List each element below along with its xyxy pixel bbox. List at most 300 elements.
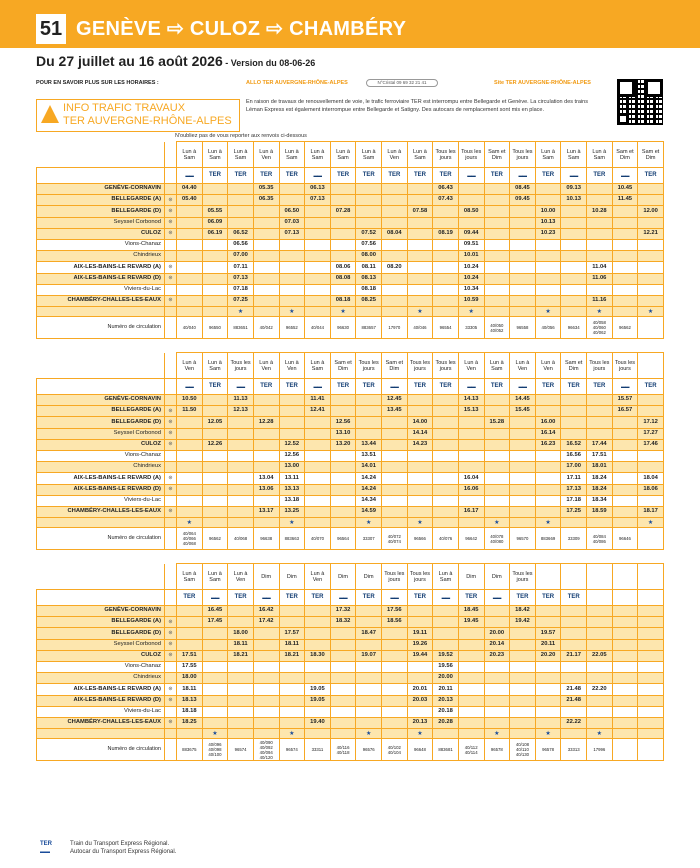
departure-time: 20.03 [407,695,433,706]
departure-time: 19.26 [407,639,433,650]
circulation-label: Numéro de circulation [37,317,165,339]
departure-time: 21.48 [561,695,587,706]
star-cell [510,729,536,739]
departure-time: 07.25 [228,295,254,306]
departure-time: 12.52 [279,439,305,450]
phone-number[interactable]: N°Cristal 09 69 32 21 41 [366,79,438,87]
departure-time [177,506,203,517]
train-number: 40/064 40/066 40/068 [177,528,203,550]
departure-time: 18.24 [587,484,613,495]
info-title-line1: INFO TRAFIC TRAVAUX [63,102,186,114]
departure-time [433,206,459,217]
departure-time [458,650,484,661]
accessibility-icon: ⊛ [165,439,177,450]
departure-time [510,239,536,250]
station-icon-cell [165,495,177,506]
train-number: 96576 [356,739,382,761]
departure-time: 07.13 [228,273,254,284]
train-number: 96570 [510,528,536,550]
train-type-label: TER [458,590,484,606]
station-icon-cell [165,606,177,617]
departure-time [305,295,331,306]
days-of-operation: Lun à Sam [587,142,613,168]
departure-time [510,695,536,706]
departure-time: 13.06 [253,484,279,495]
bus-icon: ▬▬ [382,379,408,395]
train-number: 96550 [202,317,228,339]
departure-time [407,228,433,239]
departure-time [253,206,279,217]
departure-time: 08.50 [458,206,484,217]
departure-time: 14.59 [356,506,382,517]
station-name: CHAMBÉRY-CHALLES-LES-EAUX [37,506,165,517]
days-of-operation: Lun à Sam [484,353,510,379]
departure-time [356,606,382,617]
departure-time [382,239,408,250]
departure-time [228,206,254,217]
departure-time: 16.57 [612,406,638,417]
departure-time [638,262,664,273]
departure-time [612,661,638,672]
departure-time [484,695,510,706]
departure-time [279,395,305,406]
station-name: AIX-LES-BAINS-LE REVARD (D) [37,273,165,284]
departure-time [177,217,203,228]
departure-time: 18.32 [330,617,356,628]
departure-time [561,639,587,650]
departure-time: 18.30 [305,650,331,661]
train-number: 96630 [330,317,356,339]
train-number: 33313 [561,739,587,761]
departure-time [202,251,228,262]
departure-time [587,639,613,650]
bus-icon: ▬▬ [202,590,228,606]
star-cell [253,518,279,528]
bus-icon: ▬▬ [305,168,331,184]
departure-time: 17.57 [279,628,305,639]
departure-time [484,184,510,195]
departure-time: 19.11 [407,628,433,639]
accessibility-icon: ⊛ [165,639,177,650]
departure-time [407,661,433,672]
accessibility-icon: ⊛ [165,428,177,439]
departure-time [484,684,510,695]
train-type-label: TER [407,168,433,184]
train-type-label [612,590,638,606]
departure-time: 17.55 [177,661,203,672]
departure-time [484,406,510,417]
star-cell [458,729,484,739]
departure-time: 21.17 [561,650,587,661]
departure-time [202,428,228,439]
days-of-operation: Sam et Dim [382,353,408,379]
train-number: 33307 [356,528,382,550]
departure-time [202,473,228,484]
departure-time [202,495,228,506]
departure-time [407,506,433,517]
departure-time: 07.03 [279,217,305,228]
departure-time [382,684,408,695]
departure-time [228,661,254,672]
departure-time [279,617,305,628]
timetable-2 [36,352,664,550]
station-name: BELLEGARDE (A) [37,195,165,206]
star-icon: ★ [535,518,561,528]
departure-time [228,439,254,450]
departure-time: 12.05 [202,417,228,428]
departure-time [612,295,638,306]
days-of-operation: Lun à Ven [305,564,331,590]
departure-time [330,706,356,717]
station-name: GENÈVE-CORNAVIN [37,395,165,406]
departure-time [228,184,254,195]
accessibility-icon: ⊛ [165,650,177,661]
departure-time: 17.00 [561,462,587,473]
departure-time [433,606,459,617]
departure-time [561,262,587,273]
departure-time [587,406,613,417]
departure-time: 18.13 [177,695,203,706]
star-cell [253,729,279,739]
station-row [37,650,664,661]
departure-time: 07.18 [228,284,254,295]
day-row [37,142,664,168]
station-icon-cell [165,184,177,195]
departure-time [407,262,433,273]
departure-time [510,228,536,239]
departure-time [228,606,254,617]
departure-time [356,417,382,428]
train-type-label: TER [177,590,203,606]
star-cell [177,307,203,317]
station-icon-cell [165,251,177,262]
departure-time [638,684,664,695]
departure-time [433,639,459,650]
departure-time [356,717,382,728]
departure-time [177,251,203,262]
train-number: 40/112 40/114 [458,739,484,761]
train-number: 96554 [433,317,459,339]
star-cell [305,518,331,528]
departure-time [535,184,561,195]
route-title: GENÈVE ⇨ CULOZ ⇨ CHAMBÉRY [76,18,407,40]
star-icon: ★ [484,729,510,739]
departure-time [330,284,356,295]
days-of-operation: Tous les jours [228,353,254,379]
departure-time: 17.56 [382,606,408,617]
departure-time: 07.13 [305,195,331,206]
departure-time [433,273,459,284]
departure-time [177,239,203,250]
departure-time: 17.12 [638,417,664,428]
departure-time [279,239,305,250]
departure-time [433,506,459,517]
departure-time: 14.24 [356,473,382,484]
departure-time [510,495,536,506]
star-row-spacer [37,307,165,317]
departure-time: 07.43 [433,195,459,206]
train-number: 883681 [433,739,459,761]
days-of-operation: Dim [330,564,356,590]
departure-time: 21.48 [561,684,587,695]
departure-time: 14.00 [407,417,433,428]
departure-time [458,695,484,706]
qr-code-icon[interactable] [617,79,663,125]
train-number: 40/046 [407,317,433,339]
departure-time: 19.42 [510,617,536,628]
departure-time: 13.25 [279,506,305,517]
train-type-label: TER [202,168,228,184]
departure-time [510,273,536,284]
star-cell [612,307,638,317]
departure-time [587,673,613,684]
bus-icon: ▬▬ [40,849,50,855]
days-of-operation: Dim [253,564,279,590]
departure-time [228,506,254,517]
departure-time: 17.25 [561,506,587,517]
departure-time [510,484,536,495]
departure-time [382,184,408,195]
departure-time: 18.17 [638,506,664,517]
station-row [37,262,664,273]
departure-time [253,495,279,506]
accessibility-icon: ⊛ [165,695,177,706]
departure-time: 20.28 [433,717,459,728]
departure-time: 08.18 [330,295,356,306]
star-row-icon-spacer [165,729,177,739]
departure-time: 20.11 [535,639,561,650]
departure-time [458,628,484,639]
departure-time [253,706,279,717]
accessibility-icon: ⊛ [165,217,177,228]
departure-time [510,206,536,217]
departure-time [177,262,203,273]
departure-time [279,184,305,195]
departure-time [510,628,536,639]
days-of-operation: Sam et Dim [638,142,664,168]
departure-time [202,650,228,661]
train-type-label: TER [279,590,305,606]
departure-time [177,273,203,284]
departure-time: 06.13 [305,184,331,195]
star-row [37,729,664,739]
star-icon: ★ [407,307,433,317]
departure-time: 17.18 [561,495,587,506]
departure-time [561,606,587,617]
departure-time [330,395,356,406]
departure-time [458,184,484,195]
departure-time [330,639,356,650]
star-icon: ★ [638,307,664,317]
departure-time [382,462,408,473]
train-number: 33311 [305,739,331,761]
departure-time [279,673,305,684]
departure-time [330,239,356,250]
train-number: 883657 [356,317,382,339]
station-row [37,684,664,695]
days-of-operation [612,564,638,590]
train-type-label: TER [228,590,254,606]
departure-time [510,428,536,439]
departure-time [587,695,613,706]
train-number: 40/076 [433,528,459,550]
days-of-operation: Lun à Ven [535,353,561,379]
warning-icon [41,105,59,123]
train-type-label: TER [279,379,305,395]
train-type-label: TER [279,168,305,184]
departure-time [279,606,305,617]
departure-time: 20.14 [484,639,510,650]
departure-time: 11.41 [305,395,331,406]
departure-time: 08.11 [356,262,382,273]
star-cell [330,729,356,739]
bus-icon: ▬▬ [305,379,331,395]
departure-time [177,606,203,617]
train-number: 883651 [228,317,254,339]
departure-time [458,450,484,461]
departure-time [458,462,484,473]
departure-time: 06.43 [433,184,459,195]
station-name: CHAMBÉRY-CHALLES-LES-EAUX [37,295,165,306]
departure-time [253,295,279,306]
train-number [638,528,664,550]
departure-time [305,228,331,239]
train-number: 96642 [458,528,484,550]
station-row [37,251,664,262]
departure-time [330,450,356,461]
circulation-icon-spacer [165,317,177,339]
departure-time [305,262,331,273]
days-of-operation: Lun à Sam [433,564,459,590]
departure-time [638,639,664,650]
departure-time [305,628,331,639]
departure-time [587,228,613,239]
departure-time [330,184,356,195]
departure-time: 10.34 [458,284,484,295]
departure-time: 17.11 [561,473,587,484]
train-type-label: TER [305,590,331,606]
departure-time [253,673,279,684]
departure-time [279,417,305,428]
departure-time [433,217,459,228]
train-type-label [638,590,664,606]
website-link[interactable]: Site TER AUVERGNE-RHÔNE-ALPES [494,80,591,86]
departure-time [638,195,664,206]
station-name: BELLEGARDE (D) [37,417,165,428]
star-cell [561,518,587,528]
departure-time [253,262,279,273]
departure-time: 05.40 [177,195,203,206]
circulation-row [37,317,664,339]
days-of-operation: Lun à Sam [356,142,382,168]
departure-time [561,617,587,628]
star-cell [382,729,408,739]
bus-icon: ▬▬ [458,379,484,395]
station-row [37,273,664,284]
departure-time [177,495,203,506]
accessibility-icon: ⊛ [165,484,177,495]
departure-time: 16.06 [458,484,484,495]
departure-time [561,417,587,428]
departure-time [433,251,459,262]
departure-time: 06.52 [228,228,254,239]
departure-time [253,217,279,228]
departure-time [535,251,561,262]
station-icon-cell [165,462,177,473]
departure-time [382,417,408,428]
star-icon: ★ [587,729,613,739]
departure-time [510,717,536,728]
departure-time [305,706,331,717]
station-name: Vions-Chanaz [37,450,165,461]
star-icon: ★ [330,307,356,317]
train-type-label: TER [510,590,536,606]
departure-time: 13.17 [253,506,279,517]
departure-time [202,661,228,672]
departure-time [535,684,561,695]
star-icon: ★ [279,518,305,528]
departure-time [433,450,459,461]
departure-time: 14.14 [407,428,433,439]
departure-time [305,473,331,484]
departure-time [253,628,279,639]
departure-time: 22.20 [587,684,613,695]
departure-time [484,484,510,495]
departure-time [612,484,638,495]
departure-time [638,239,664,250]
departure-time [535,717,561,728]
departure-time [382,639,408,650]
departure-time [305,273,331,284]
departure-time [458,495,484,506]
day-row [37,564,664,590]
departure-time [587,428,613,439]
departure-time: 10.24 [458,262,484,273]
departure-time [638,295,664,306]
star-icon: ★ [407,729,433,739]
station-icon-cell [165,450,177,461]
departure-time: 07.13 [279,228,305,239]
departure-time: 15.45 [510,406,536,417]
star-cell [305,307,331,317]
days-of-operation: Sam et Dim [330,353,356,379]
accessibility-icon: ⊛ [165,273,177,284]
departure-time [356,617,382,628]
departure-time [202,673,228,684]
train-type-label: TER [535,590,561,606]
departure-time [228,717,254,728]
departure-time [535,295,561,306]
departure-time [458,673,484,684]
departure-time [228,695,254,706]
departure-time [510,639,536,650]
departure-time [356,639,382,650]
station-row [37,473,664,484]
departure-time [612,251,638,262]
departure-time [382,428,408,439]
departure-time [510,284,536,295]
departure-time [305,617,331,628]
departure-time [433,628,459,639]
departure-time [177,462,203,473]
departure-time [638,650,664,661]
departure-time [356,195,382,206]
info-trafic-box [36,99,240,132]
departure-time [177,417,203,428]
station-name: CULOZ [37,650,165,661]
departure-time [305,206,331,217]
departure-time [228,417,254,428]
